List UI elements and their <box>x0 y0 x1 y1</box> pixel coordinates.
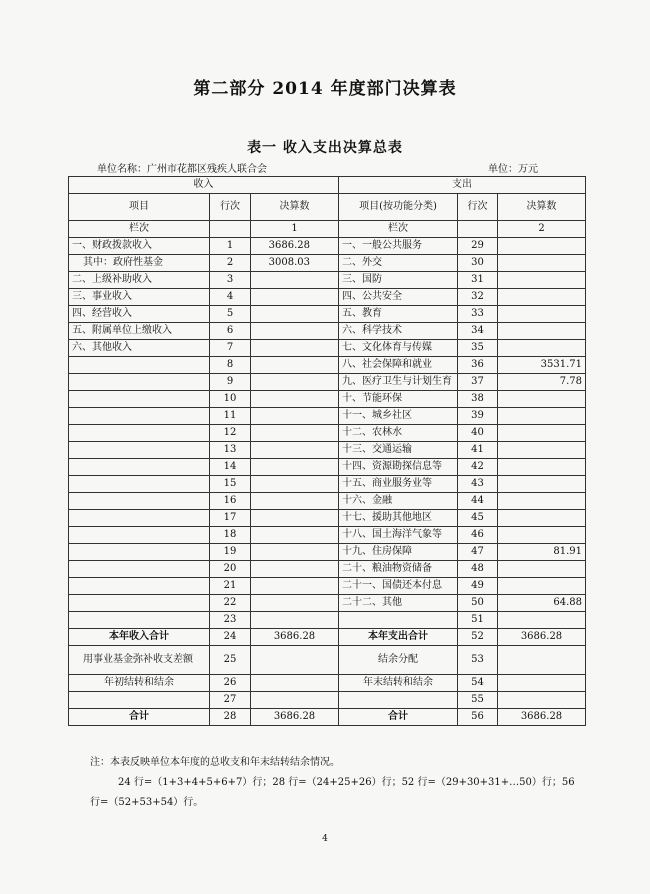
income-item <box>69 408 210 425</box>
table-row <box>69 425 586 442</box>
table-row <box>69 289 586 306</box>
expense-row-no: 48 <box>458 561 498 578</box>
table-row <box>69 527 586 544</box>
income-item <box>69 544 210 561</box>
expense-amount <box>498 340 586 357</box>
expense-amount <box>498 476 586 493</box>
table-row <box>69 493 586 510</box>
table-row <box>69 238 586 255</box>
page-number: 4 <box>322 834 328 844</box>
expense-item: 三、国防 <box>339 272 458 289</box>
income-column-label: 栏次 <box>69 221 210 238</box>
income-row-no: 2 <box>210 255 251 272</box>
expense-item: 二十一、国债还本付息 <box>339 578 458 595</box>
empty-cell <box>498 692 586 709</box>
expense-row-no: 44 <box>458 493 498 510</box>
table-row <box>69 561 586 578</box>
table-row <box>69 510 586 527</box>
expense-amount: 81.91 <box>498 544 586 561</box>
expense-item: 十一、城乡社区 <box>339 408 458 425</box>
grand-income-no: 28 <box>210 709 251 726</box>
expense-item: 十八、国土海洋气象等 <box>339 527 458 544</box>
income-amount <box>251 289 339 306</box>
income-item: 五、附属单位上缴收入 <box>69 323 210 340</box>
year-income-total-label: 本年收入合计 <box>69 629 210 646</box>
income-item: 一、财政拨款收入 <box>69 238 210 255</box>
grand-expense-amount: 3686.28 <box>498 709 586 726</box>
expense-item: 四、公共安全 <box>339 289 458 306</box>
expense-item: 十三、交通运输 <box>339 442 458 459</box>
expense-amount <box>498 306 586 323</box>
fund-cover-no: 25 <box>210 646 251 675</box>
income-row-no: 6 <box>210 323 251 340</box>
income-amount <box>251 527 339 544</box>
table-row <box>69 306 586 323</box>
income-item: 二、上级补助收入 <box>69 272 210 289</box>
table-title: 表一 收入支出决算总表 <box>247 140 403 156</box>
income-amount <box>251 578 339 595</box>
begin-balance-no: 26 <box>210 675 251 692</box>
expense-row-no: 38 <box>458 391 498 408</box>
expense-rowno-header: 行次 <box>458 194 498 221</box>
empty-cell <box>498 646 586 675</box>
expense-amount <box>498 238 586 255</box>
expense-row-no: 33 <box>458 306 498 323</box>
expense-row-no: 51 <box>458 612 498 629</box>
expense-item: 六、科学技术 <box>339 323 458 340</box>
expense-item-header: 项目(按功能分类) <box>339 194 458 221</box>
expense-amount-header: 决算数 <box>498 194 586 221</box>
fund-cover-label: 用事业基金弥补收支差额 <box>69 646 210 675</box>
expense-item: 七、文化体育与传媒 <box>339 340 458 357</box>
unit-label: 单位：万元 <box>488 164 538 175</box>
expense-item: 十五、商业服务业等 <box>339 476 458 493</box>
expense-amount: 7.78 <box>498 374 586 391</box>
income-amount <box>251 612 339 629</box>
surplus-dist-no: 53 <box>458 646 498 675</box>
income-item <box>69 374 210 391</box>
expense-item: 十、节能环保 <box>339 391 458 408</box>
expense-row-no: 49 <box>458 578 498 595</box>
income-row-no: 8 <box>210 357 251 374</box>
expense-amount <box>498 510 586 527</box>
income-amount <box>251 408 339 425</box>
income-row-no: 13 <box>210 442 251 459</box>
grand-income-amount: 3686.28 <box>251 709 339 726</box>
expense-row-no: 50 <box>458 595 498 612</box>
table-row <box>69 374 586 391</box>
expense-amount <box>498 459 586 476</box>
page-title: 第二部分 2014 年度部门决算表 <box>193 79 457 99</box>
income-amount <box>251 425 339 442</box>
expense-item: 二十、粮油物资储备 <box>339 561 458 578</box>
end-balance-label: 年末结转和结余 <box>339 675 458 692</box>
expense-row-no: 36 <box>458 357 498 374</box>
income-row-no: 23 <box>210 612 251 629</box>
income-amount <box>251 459 339 476</box>
expense-row-no: 29 <box>458 238 498 255</box>
income-row-no: 12 <box>210 425 251 442</box>
year-expense-total-no: 52 <box>458 629 498 646</box>
expense-row-no: 32 <box>458 289 498 306</box>
expense-amount <box>498 272 586 289</box>
income-amount <box>251 544 339 561</box>
income-amount <box>251 493 339 510</box>
income-row-no: 15 <box>210 476 251 493</box>
expense-row-no: 45 <box>458 510 498 527</box>
income-item <box>69 595 210 612</box>
income-item <box>69 493 210 510</box>
income-amount <box>251 510 339 527</box>
income-item: 其中：政府性基金 <box>69 255 210 272</box>
income-item <box>69 357 210 374</box>
year-expense-total-amount: 3686.28 <box>498 629 586 646</box>
expense-amount <box>498 255 586 272</box>
table-row <box>69 595 586 612</box>
empty-cell <box>498 675 586 692</box>
income-total-row <box>69 629 586 646</box>
income-item <box>69 391 210 408</box>
expense-item: 八、社会保障和就业 <box>339 357 458 374</box>
table-row <box>69 476 586 493</box>
column-index-row <box>69 221 586 238</box>
blank-row-income-no: 27 <box>210 692 251 709</box>
income-item <box>69 578 210 595</box>
expense-row-no: 30 <box>458 255 498 272</box>
income-item <box>69 561 210 578</box>
empty-cell <box>251 675 339 692</box>
income-row-no: 11 <box>210 408 251 425</box>
expense-row-no: 35 <box>458 340 498 357</box>
income-item <box>69 459 210 476</box>
income-row-no: 14 <box>210 459 251 476</box>
grand-expense-no: 56 <box>458 709 498 726</box>
table-row <box>69 323 586 340</box>
income-item <box>69 527 210 544</box>
expense-amount <box>498 442 586 459</box>
income-header: 收入 <box>69 177 339 194</box>
income-row-no: 3 <box>210 272 251 289</box>
empty-cell <box>251 692 339 709</box>
income-amount: 3686.28 <box>251 238 339 255</box>
income-row-no: 4 <box>210 289 251 306</box>
income-amount <box>251 561 339 578</box>
income-row-no: 1 <box>210 238 251 255</box>
expense-amount <box>498 612 586 629</box>
income-item <box>69 476 210 493</box>
note-line: 行=（52+53+54）行。 <box>90 797 204 808</box>
expense-item: 十六、金融 <box>339 493 458 510</box>
expense-amount: 3531.71 <box>498 357 586 374</box>
expense-amount: 64.88 <box>498 595 586 612</box>
expense-item: 一、一般公共服务 <box>339 238 458 255</box>
expense-row-no: 42 <box>458 459 498 476</box>
table-row <box>69 357 586 374</box>
expense-column-label: 栏次 <box>339 221 458 238</box>
empty-cell <box>69 692 210 709</box>
income-amount <box>251 340 339 357</box>
unit-name-label: 单位名称：广州市花都区残疾人联合会 <box>97 164 267 175</box>
expense-item: 十二、农林水 <box>339 425 458 442</box>
table-row <box>69 408 586 425</box>
expense-column-index: 2 <box>498 221 586 238</box>
table-row <box>69 578 586 595</box>
blank-row <box>69 692 586 709</box>
expense-row-no: 46 <box>458 527 498 544</box>
income-row-no: 7 <box>210 340 251 357</box>
expense-item: 十四、资源勘探信息等 <box>339 459 458 476</box>
surplus-dist-label: 结余分配 <box>339 646 458 675</box>
note-line: 注：本表反映单位本年度的总收支和年末结转结余情况。 <box>90 757 340 768</box>
budget-table <box>68 176 586 726</box>
expense-header: 支出 <box>339 177 586 194</box>
income-row-no: 18 <box>210 527 251 544</box>
expense-item: 十七、援助其他地区 <box>339 510 458 527</box>
table-row <box>69 442 586 459</box>
table-header-row <box>69 177 586 194</box>
income-row-no: 20 <box>210 561 251 578</box>
expense-amount <box>498 527 586 544</box>
year-expense-total-label: 本年支出合计 <box>339 629 458 646</box>
grand-total-row <box>69 709 586 726</box>
notes <box>90 753 575 813</box>
empty-cell <box>251 646 339 675</box>
income-item <box>69 442 210 459</box>
income-amount <box>251 595 339 612</box>
income-row-no: 22 <box>210 595 251 612</box>
income-row-no: 10 <box>210 391 251 408</box>
expense-row-no: 31 <box>458 272 498 289</box>
expense-amount <box>498 391 586 408</box>
balance-row <box>69 675 586 692</box>
table-row <box>69 340 586 357</box>
empty-cell <box>210 221 251 238</box>
income-item: 六、其他收入 <box>69 340 210 357</box>
blank-row-expense-no: 55 <box>458 692 498 709</box>
table-row <box>69 255 586 272</box>
year-income-total-amount: 3686.28 <box>251 629 339 646</box>
expense-item: 十九、住房保障 <box>339 544 458 561</box>
income-amount <box>251 272 339 289</box>
income-item <box>69 510 210 527</box>
income-amount <box>251 357 339 374</box>
fund-cover-row <box>69 646 586 675</box>
column-header-row <box>69 194 586 221</box>
income-rowno-header: 行次 <box>210 194 251 221</box>
income-item <box>69 425 210 442</box>
expense-item <box>339 612 458 629</box>
income-row-no: 9 <box>210 374 251 391</box>
income-row-no: 19 <box>210 544 251 561</box>
year-income-total-no: 24 <box>210 629 251 646</box>
expense-row-no: 41 <box>458 442 498 459</box>
grand-income-label: 合计 <box>69 709 210 726</box>
expense-row-no: 43 <box>458 476 498 493</box>
table-row <box>69 272 586 289</box>
expense-row-no: 34 <box>458 323 498 340</box>
income-column-index: 1 <box>251 221 339 238</box>
income-amount: 3008.03 <box>251 255 339 272</box>
income-amount <box>251 374 339 391</box>
income-row-no: 21 <box>210 578 251 595</box>
income-amount-header: 决算数 <box>251 194 339 221</box>
table-row <box>69 544 586 561</box>
income-row-no: 17 <box>210 510 251 527</box>
table-row <box>69 612 586 629</box>
expense-row-no: 37 <box>458 374 498 391</box>
expense-item: 二十二、其他 <box>339 595 458 612</box>
income-item: 四、经营收入 <box>69 306 210 323</box>
income-row-no: 5 <box>210 306 251 323</box>
empty-cell <box>339 692 458 709</box>
income-amount <box>251 391 339 408</box>
income-row-no: 16 <box>210 493 251 510</box>
expense-amount <box>498 578 586 595</box>
expense-row-no: 47 <box>458 544 498 561</box>
expense-amount <box>498 493 586 510</box>
note-line: 24 行=（1+3+4+5+6+7）行；28 行=（24+25+26）行；52 行=（29+30+31+…50）行；56 <box>118 777 575 788</box>
income-item-header: 项目 <box>69 194 210 221</box>
expense-item: 五、教育 <box>339 306 458 323</box>
expense-row-no: 39 <box>458 408 498 425</box>
empty-cell <box>458 221 498 238</box>
expense-amount <box>498 289 586 306</box>
income-amount <box>251 442 339 459</box>
begin-balance-label: 年初结转和结余 <box>69 675 210 692</box>
expense-amount <box>498 561 586 578</box>
expense-amount <box>498 323 586 340</box>
expense-item: 二、外交 <box>339 255 458 272</box>
expense-amount <box>498 408 586 425</box>
expense-amount <box>498 425 586 442</box>
end-balance-no: 54 <box>458 675 498 692</box>
income-item: 三、事业收入 <box>69 289 210 306</box>
table-row <box>69 459 586 476</box>
income-amount <box>251 476 339 493</box>
expense-row-no: 40 <box>458 425 498 442</box>
income-amount <box>251 306 339 323</box>
income-amount <box>251 323 339 340</box>
income-item <box>69 612 210 629</box>
expense-item: 九、医疗卫生与计划生育 <box>339 374 458 391</box>
grand-expense-label: 合计 <box>339 709 458 726</box>
table-row <box>69 391 586 408</box>
